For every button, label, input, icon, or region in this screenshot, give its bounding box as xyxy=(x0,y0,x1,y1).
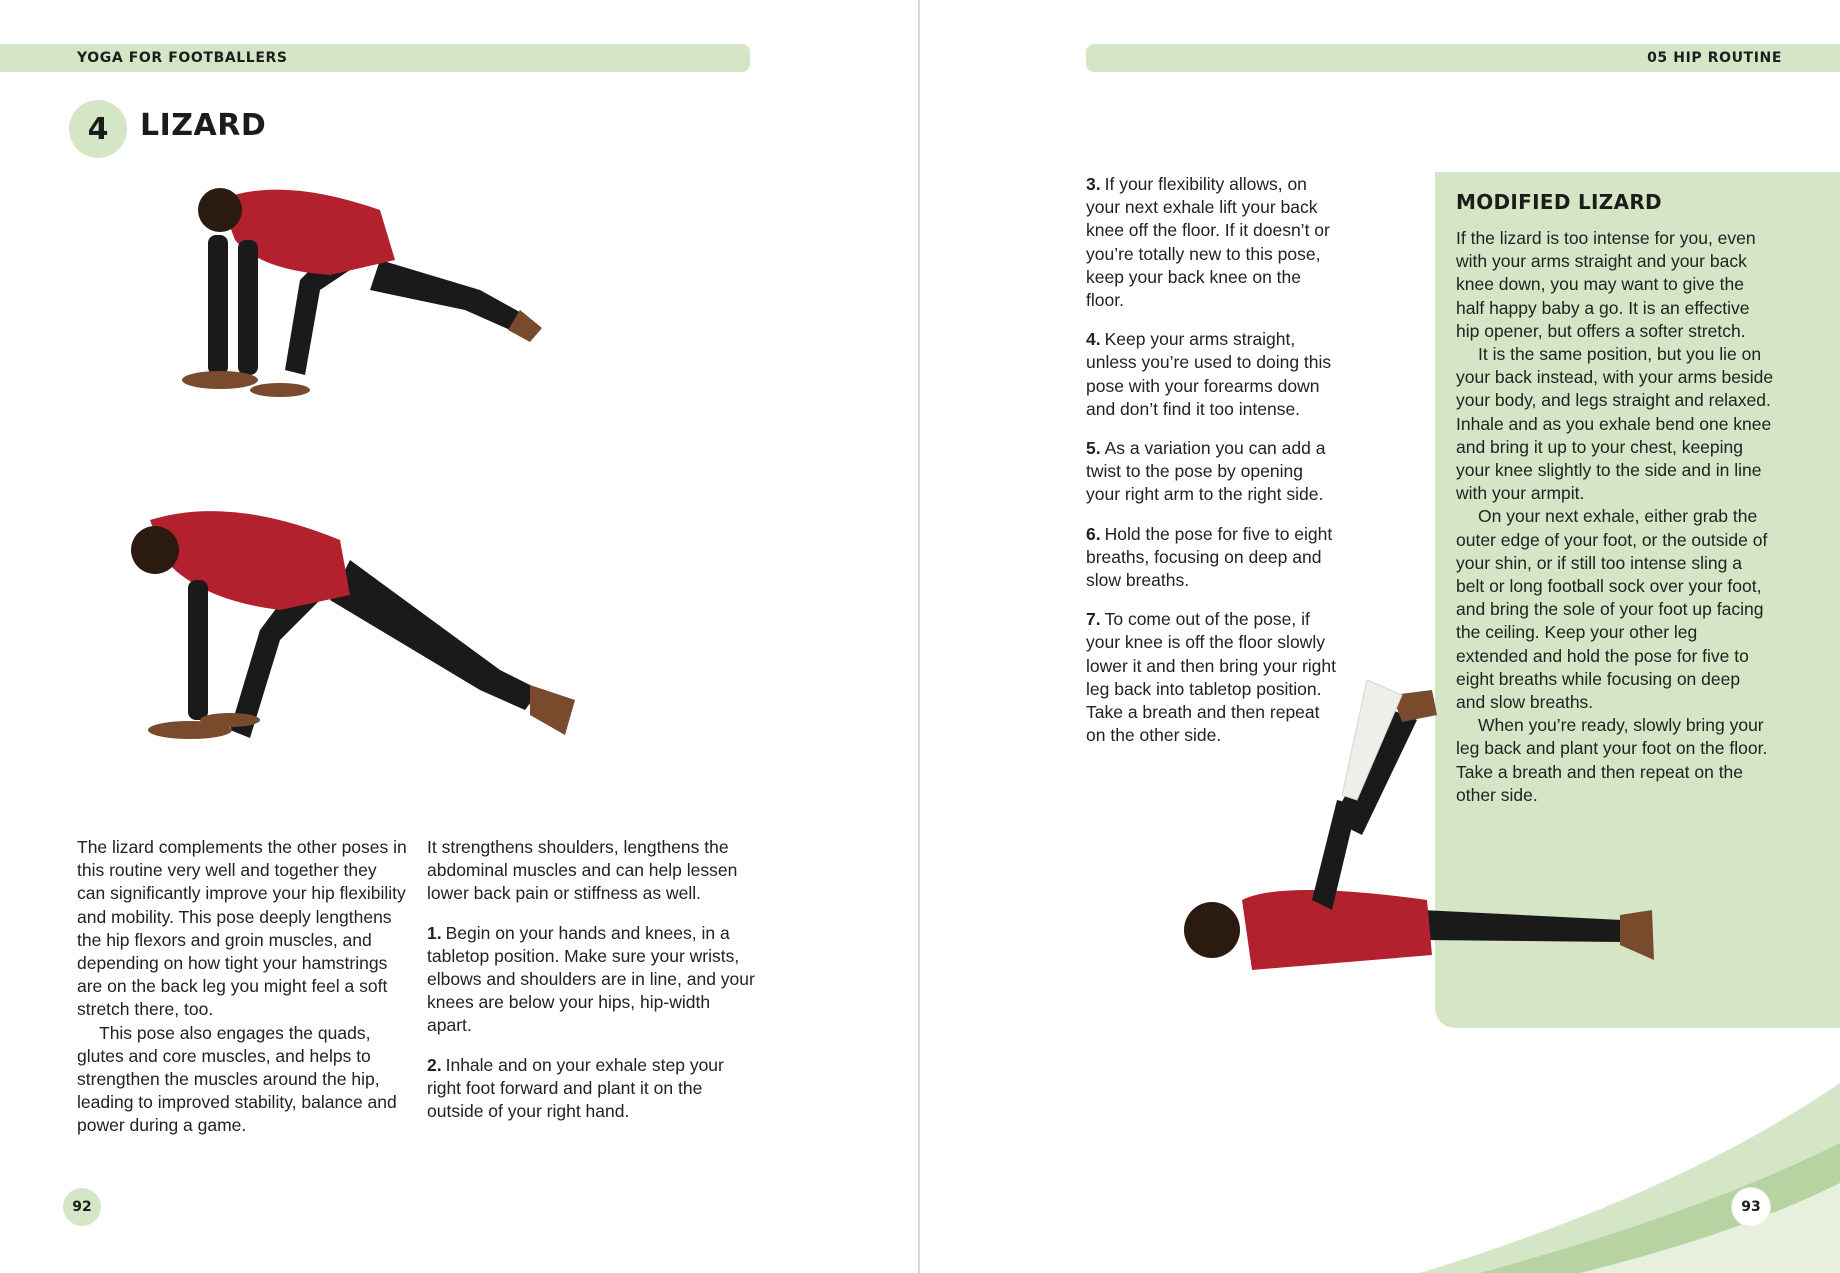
intro-paragraph: The lizard complements the other poses in this routine very well and together they can significantly improve your hip flexibility and mobility. This pose deeply lengthens the hip flexors and groin muscles, and depending on how tight your hamstrings are on the back leg you might feel a soft stretch there, too. xyxy=(77,837,407,1020)
sidebar-paragraph: If the lizard is too intense for you, even with your arms straight and your back knee down, you may want to give the half happy baby a go. It is an effective hip opener, but offers a softer stretch. xyxy=(1456,228,1756,341)
step-item xyxy=(1086,328,1336,421)
decorative-swoosh xyxy=(1420,1073,1840,1273)
person-figure xyxy=(131,511,575,739)
running-head-band xyxy=(1086,44,1840,72)
running-head: 05 HIP ROUTINE xyxy=(1647,50,1782,66)
pose-number-badge: 4 xyxy=(69,100,127,158)
step-item xyxy=(1086,173,1336,312)
intro-paragraph: This pose also engages the quads, glutes and core muscles, and helps to strengthen the muscles around the hip, leading to improved stability, balance and power during a game. xyxy=(77,1022,397,1136)
page-number: 93 xyxy=(1732,1188,1770,1226)
sidebar-paragraph: It is the same position, but you lie on your back instead, with your arms beside your body, and legs straight and relaxed. Inhale and as you exhale bend one knee and bring it up to your chest, keeping your knee slightly to the side and in line with your armpit. xyxy=(1456,344,1774,504)
intro-paragraph: It strengthens shoulders, lengthens the abdominal muscles and can help lessen lower back pain or stiffness as well. xyxy=(427,837,738,904)
sidebar-title: MODIFIED LIZARD xyxy=(1456,190,1662,214)
step-number: 6. xyxy=(1086,523,1101,544)
step-number: 3. xyxy=(1086,174,1101,194)
step-number: 5. xyxy=(1086,438,1101,459)
right-page xyxy=(922,0,1840,1273)
sidebar-paragraph: On your next exhale, either grab the outer edge of your foot, or the outside of your shin, or if still too intense sling a belt or long football sock over your foot, and bring the sole of your foot up facing the ceiling. Keep your other leg extended and hold the pose for five to eight breaths while focusing on deep and slow breaths. xyxy=(1456,506,1768,713)
step-item xyxy=(1086,523,1336,593)
step-number: 4. xyxy=(1086,329,1101,350)
intro-column-2 xyxy=(427,836,757,1139)
step-text: Inhale and on your exhale step your right foot forward and plant it on the outside of your right hand. xyxy=(427,1054,724,1122)
step-text: Hold the pose for five to eight breaths, focusing on deep and slow breaths. xyxy=(1086,523,1333,591)
step-item xyxy=(427,1054,757,1124)
step-text: To come out of the pose, if your knee is off the floor slowly lower it and then bring your right leg back into tabletop position. Take a breath and then repeat on the other side. xyxy=(1086,609,1336,746)
step-text: As a variation you can add a twist to the pose by opening your right arm to the right side. xyxy=(1086,438,1326,505)
step-item xyxy=(427,922,757,1038)
person-figure xyxy=(1184,680,1654,970)
step-text: Begin on your hands and knees, in a tabletop position. Make sure your wrists, elbows and shoulders are in line, and your knees are below your hips, hip-width apart. xyxy=(427,922,755,1036)
step-text: Keep your arms straight, unless you’re used to doing this pose with your forearms down and don’t find it too intense. xyxy=(1086,329,1332,419)
running-head: YOGA FOR FOOTBALLERS xyxy=(77,50,288,66)
step-number: 2. xyxy=(427,1054,442,1075)
left-page xyxy=(0,0,918,1273)
lizard-pose-photo-2 xyxy=(120,500,690,790)
step-number: 1. xyxy=(427,922,442,943)
page-number: 92 xyxy=(63,1188,101,1226)
step-text: If your flexibility allows, on your next exhale lift your back knee off the floor. If it doesn’t or you’re totally new to this pose, keep your back knee on the floor. xyxy=(1086,174,1330,311)
modified-lizard-photo xyxy=(1142,670,1662,1010)
step-number: 7. xyxy=(1086,609,1101,630)
sidebar-paragraph: When you’re ready, slowly bring your leg back and plant your foot on the floor. Take a breath and then repeat on the other side. xyxy=(1456,715,1768,805)
running-head-band xyxy=(0,44,750,72)
person-figure xyxy=(182,188,542,397)
step-item xyxy=(1086,437,1336,507)
intro-column-1 xyxy=(77,836,407,1138)
lizard-pose-photo-1 xyxy=(180,180,640,490)
page-title: LIZARD xyxy=(140,108,267,143)
